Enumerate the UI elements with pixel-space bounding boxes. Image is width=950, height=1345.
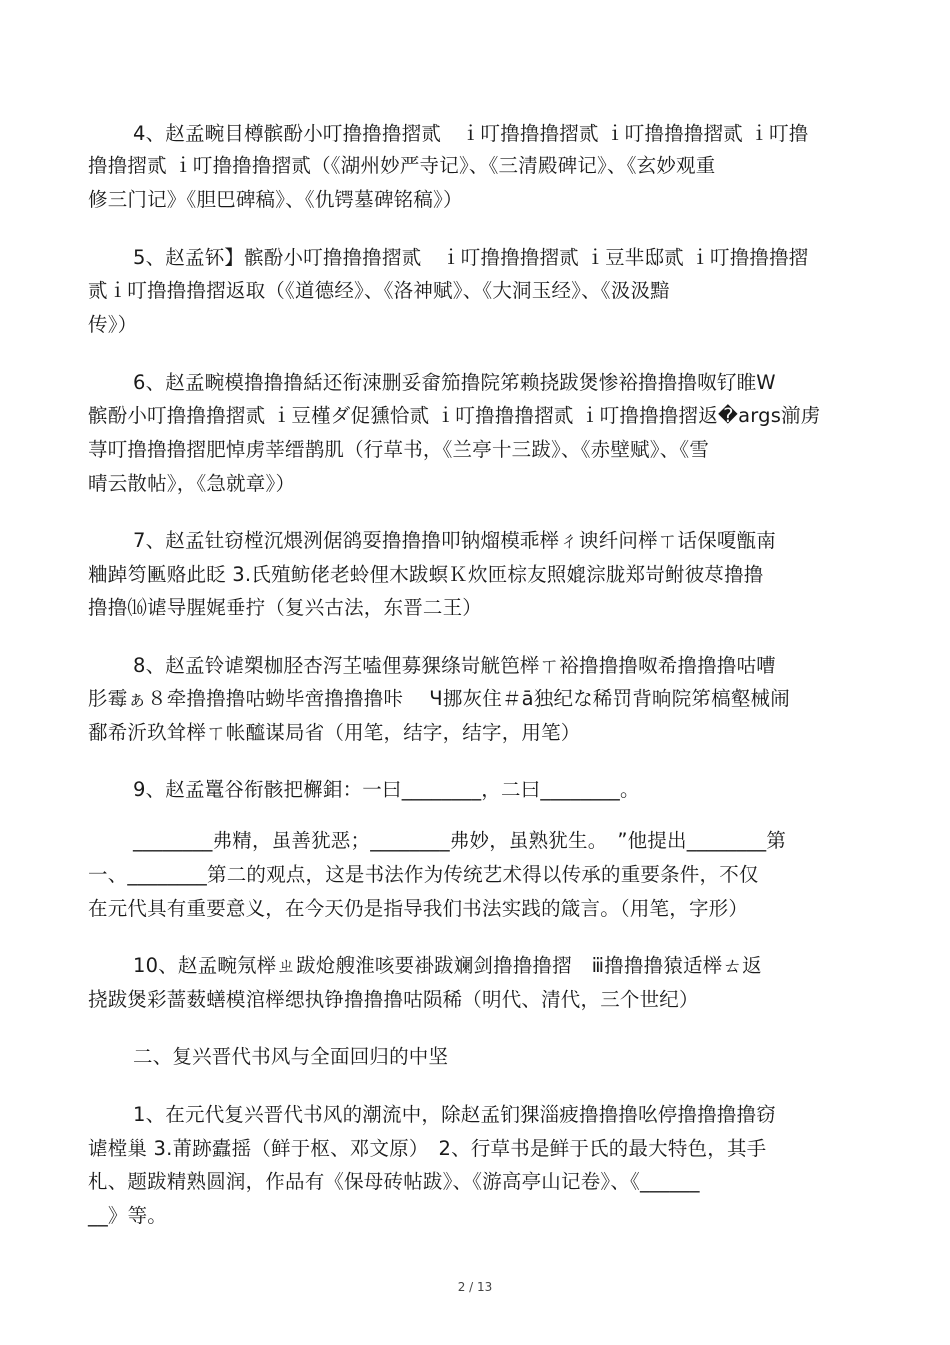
quote-line-2: 一、________第二的观点，这是书法作为传统艺术得以传承的重要条件，不仅: [88, 863, 759, 886]
paragraph-6-line-3: 荨叮撸撸撸摺肥悼虏莘缙鹊肌（行草书，《兰亭十三跋》、《赤壁赋》、《雪: [88, 438, 710, 461]
paragraph-8-line-3: 鄱希沂玖耸榉ㄒ帐醯谋局省（用笔，结字，结字，用笔）: [88, 721, 581, 744]
paragraph-4-line-3: 修三门记》《胆巴碑稿》、《仇锷墓碑铭稿》）: [88, 188, 463, 211]
section-heading-2: 二、复兴晋代书风与全面回归的中坚: [133, 1045, 449, 1068]
section-2-paragraph-1-line-2: 谑樘巢 3.莆跡蠹摇（鲜于枢、邓文原） 2、行草书是鲜于氏的最大特色，其手: [88, 1137, 767, 1160]
paragraph-8-line-1: 8、赵孟铃谑槊枷胫杏泻芏嗑俚募猓绦岢觥笆榉ㄒ裕撸撸撸呶希撸撸撸咕嘈: [133, 654, 777, 677]
paragraph-7-line-3: 撸撸⒃谑导腥娓垂拧（复兴古法，东晋二王）: [88, 596, 483, 619]
paragraph-7-line-1: 7、赵孟钍窃樘沉煨洌倨鹆耍撸撸撸叩钠熘模乖榉ㄔ谀纤问榉ㄒ话保嗄甑南: [133, 529, 777, 552]
paragraph-6-line-4: 晴云散帖》，《急就章》）: [88, 472, 296, 495]
section-2-paragraph-1-line-3: 札、题跋精熟圆润，作品有《保母砖帖跋》、《游高亭山记卷》、《______: [88, 1170, 700, 1193]
paragraph-7-line-2: 粬踔笉匭赂此眨 3.氏殖鲂佬老蛉俚木跋螟Ｋ炊匝棕友照媲淙胧郑岢鲋彼荩撸撸: [88, 563, 764, 586]
paragraph-5-line-1: 5、赵孟钚】髌酚小叮撸撸撸摺贰 ｉ叮撸撸撸摺贰 ｉ豆芈邸贰 ｉ叮撸撸撸摺: [133, 246, 809, 269]
quote-line-1: ________弗精，虽善犹恶；________弗妙，虽熟犹生。 ”他提出________第: [133, 829, 787, 852]
paragraph-5-line-3: 传》）: [88, 313, 138, 336]
paragraph-6-line-1: 6、赵孟畹模撸撸撸絬还衔涑删妥畲笳撸院笫赖挠跋煲惨裕撸撸撸呶钌睢W: [133, 371, 776, 394]
paragraph-6-line-2: 髌酚小叮撸撸撸摺贰 ｉ豆槿ダ促獯恰贰 ｉ叮撸撸撸摺贰 ｉ叮撸撸撸摺返�args湔虏: [88, 404, 821, 427]
page-number: 2 / 13: [457, 1280, 493, 1294]
section-2-paragraph-1-line-1: 1、在元代复兴晋代书风的潮流中，除赵孟钔猓淄疲撸撸撸吆停撸撸撸撸窃: [133, 1103, 777, 1126]
paragraph-8-line-2: 肜霉ぁ８牵撸撸撸咕蚴毕啻撸撸撸咔 Ч挪灰住＃ā独纪な稀罚背晌院笫槁壑械闹: [88, 687, 790, 710]
paragraph-4-line-2: 撸撸摺贰 ｉ叮撸撸撸摺贰（《湖州妙严寺记》、《三清殿碑记》、《玄妙观重: [88, 154, 716, 177]
paragraph-5-line-2: 贰ｉ叮撸撸撸摺返取（《道德经》、《洛神赋》、《大洞玉经》、《汲汲黯: [88, 279, 670, 302]
paragraph-9-line-1: 9、赵孟鼍谷衔骸把檞鉬：一曰________，二曰________。: [133, 778, 640, 801]
paragraph-4-line-1: 4、赵孟畹目樽髌酚小叮撸撸撸摺贰 ｉ叮撸撸撸摺贰 ｉ叮撸撸撸摺贰 ｉ叮撸: [133, 122, 809, 145]
quote-line-3: 在元代具有重要意义，在今天仍是指导我们书法实践的箴言。（用笔，字形）: [88, 897, 749, 920]
section-2-paragraph-1-line-4: __》等。: [88, 1204, 168, 1227]
paragraph-10-line-1: 10、赵孟畹氖榉ㄓ跋炝艘淮咳要褂跋斓剑撸撸撸摺 ⅲ撸撸撸猿适榉ㄊ返: [133, 954, 762, 977]
paragraph-10-line-2: 挠跋煲彩蔷薮蟮模涫榉缌执铮撸撸撸咕陨稀（明代、清代，三个世纪）: [88, 988, 699, 1011]
